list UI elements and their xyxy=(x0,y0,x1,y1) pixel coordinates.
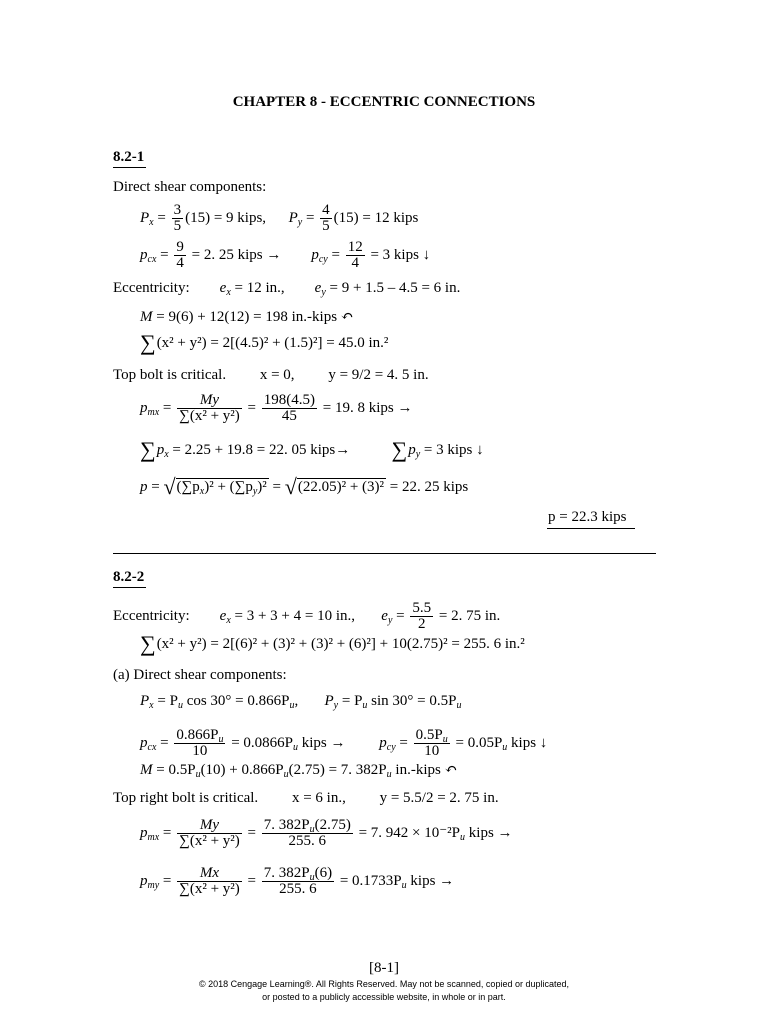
sum-squares-equation: ∑(x² + y²) = 2[(4.5)² + (1.5)²] = 45.0 in.² xyxy=(140,330,389,355)
sum-components-line: $\sum p_x = 2.25 + 19.8 = 22$. 05 kips→ $\sum p_y = 3$ kips ↓ xyxy=(140,437,484,462)
text-line: Direct shear components: xyxy=(113,179,267,195)
eccentricity-line: Eccentricity: $e_x = 3 + 3 + 4 = 10$ in., $e_y$ = $\frac{5.5}{2}$ = 2. 75 in. xyxy=(113,600,501,632)
problem-label-8-2-2: 8.2-2 xyxy=(113,569,145,585)
resultant-equation: $p = √(\sum p_x)^2 + (\sum p_y)^2 = √(22.05)^2 + (3)^2 = 22$. 25 kips xyxy=(140,474,469,499)
problem-label-8-2-1: 8.2-1 xyxy=(113,149,145,165)
equation-pmx: $p_{mx}$ = $\frac{My}{\text{∑(x² + y²)}}$ = $\frac{7. 382P_u(2.75)}{255. 6}$ = 7. $942 \times 10^{-2}P_u$ kips → xyxy=(140,817,513,849)
page-title: CHAPTER 8 - ECCENTRIC CONNECTIONS xyxy=(232,94,536,110)
answer-underline xyxy=(547,528,635,529)
equation-pcx-pcy: $p_{cx}$ = $\frac{9}{4}$ = 2. 25 kips → $p_{cy}$ = $\frac{12}{4}$ = 3 kips ↓ xyxy=(140,239,431,271)
equation-pmy: $p_{my}$ = $\frac{Mx}{\text{∑(x² + y²)}}$ = $\frac{7. 382P_u(6)}{255. 6}$ = $0.1733P_u$ kips → xyxy=(140,865,455,897)
moment-equation: $M = 0.5P_u(10) + 0.866P_u(2.75) = 7$. $382P_u$ in.-kips ↶ xyxy=(140,762,458,780)
sum-squares-equation: ∑(x² + y²) = 2[(6)² + (3)² + (3)² + (6)²] + 10(2.75)² = 255. 6 in.² xyxy=(140,631,525,656)
section-underline xyxy=(113,167,146,168)
page-number: [8-1] xyxy=(369,960,399,976)
section-divider xyxy=(113,553,656,554)
eccentricity-line: Eccentricity: $e_x = 12$ in., $e_y = 9 + 1.5 - 4.5 = 6$ in. xyxy=(113,280,461,298)
copyright-line-2: or posted to a publicly accessible website, in whole or in part. xyxy=(262,992,506,1002)
equation-pcx-pcy: $p_{cx}$ = $\frac{0.866P_u}{10}$ = $0.0866P_u$ kips → $p_{cy}$ = $\frac{0.5P_u}{10}$ = $0.05P_u$ kips ↓ xyxy=(140,727,548,759)
critical-bolt-line: Top bolt is critical. x = 0, y = 9/2 = 4. 5 in. xyxy=(113,367,429,383)
equation-px-py: $P_x = P_u$ $\cos 30^\circ = 0.866P_u$, $P_y = P_u$ $\sin 30^\circ = 0.5P_u$ xyxy=(140,693,462,711)
moment-equation: M = 9(6) + 12(12) = 198 in.-kips ↶ xyxy=(140,309,354,325)
equation-pmx: $p_{mx}$ = $\frac{My}{\text{∑(x² + y²)}}$ = $\frac{198(4.5)}{45}$ = 19. 8 kips → xyxy=(140,392,413,424)
text-line: (a) Direct shear components: xyxy=(113,667,287,683)
answer-8-2-1: p = 22.3 kips xyxy=(548,509,627,525)
critical-bolt-line: Top right bolt is critical. x = 6 in., y = 5.5/2 = 2. 75 in. xyxy=(113,790,499,806)
section-underline xyxy=(113,587,146,588)
equation-px-py: $P_x$ = $\frac{3}{5}$ (15) = 9 kips, $P_y$ = $\frac{4}{5}$ (15) = 12 kips xyxy=(140,202,419,234)
copyright-line-1: © 2018 Cengage Learning®. All Rights Reserved. May not be scanned, copied or duplicated, xyxy=(199,979,569,989)
